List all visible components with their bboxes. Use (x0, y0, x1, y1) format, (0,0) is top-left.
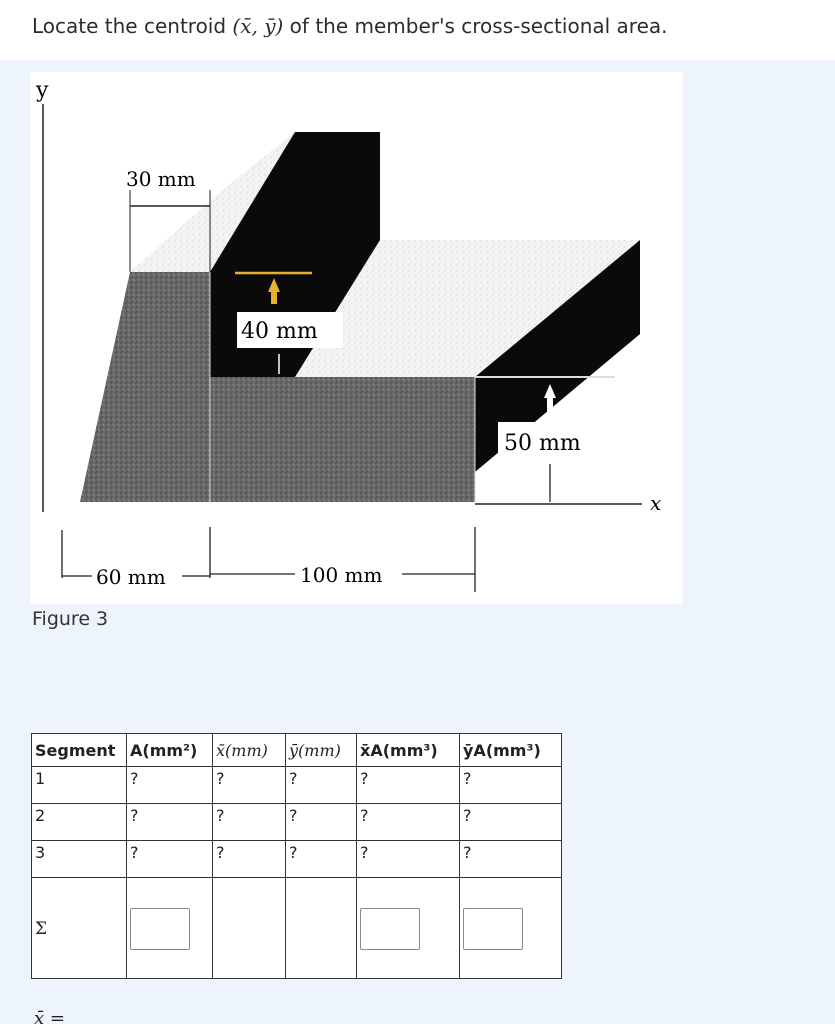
centroid-table (31, 733, 562, 979)
cell-area: ? (127, 804, 213, 841)
centroid-symbol: (x̄, ȳ) (232, 14, 284, 38)
cell-segment: 2 (32, 804, 127, 841)
cell-ya: ? (460, 767, 562, 804)
cell-ybar: ? (286, 841, 357, 878)
table-sum-row (32, 878, 562, 979)
dim-bottom-label: 100 mm (300, 563, 383, 587)
header-xbar-text: x̄(mm) (216, 740, 268, 760)
x-axis-label: x (650, 491, 662, 515)
cell-ya: ? (460, 804, 562, 841)
figure-image (30, 72, 683, 604)
slot-dim-label: 40 mm (241, 319, 318, 344)
cell-segment: 1 (32, 767, 127, 804)
sum-area-input[interactable] (130, 908, 190, 950)
cross-section-drawing (30, 72, 683, 604)
cell-sum-area (127, 878, 213, 979)
header-ybar (286, 734, 357, 767)
slot-arrow-stem (271, 290, 277, 304)
table-row (32, 841, 562, 878)
question-text (32, 14, 668, 38)
cell-sum-xbar-empty (213, 878, 286, 979)
cell-xa: ? (357, 767, 460, 804)
header-area: A(mm²) (127, 734, 213, 767)
right-dim-label: 50 mm (504, 431, 581, 456)
question-outro: of the member's cross-sectional area. (283, 14, 668, 38)
table-header-row (32, 734, 562, 767)
cell-sum-ya (460, 878, 562, 979)
cell-area: ? (127, 841, 213, 878)
sum-xa-input[interactable] (360, 908, 420, 950)
cell-ybar: ? (286, 804, 357, 841)
cell-xa: ? (357, 804, 460, 841)
dim-left-label: 60 mm (96, 565, 166, 589)
cell-xa: ? (357, 841, 460, 878)
header-ya: ȳA(mm³) (460, 734, 562, 767)
cell-xbar: ? (213, 804, 286, 841)
header-segment: Segment (32, 734, 127, 767)
cell-segment: 3 (32, 841, 127, 878)
table-row (32, 804, 562, 841)
cell-sum-xa (357, 878, 460, 979)
cell-xbar: ? (213, 767, 286, 804)
header-xbar (213, 734, 286, 767)
cell-area: ? (127, 767, 213, 804)
question-intro: Locate the centroid (32, 14, 233, 38)
figure-caption: Figure 3 (32, 608, 109, 630)
xbar-answer-label: x̄ = (34, 1008, 65, 1029)
table-row (32, 767, 562, 804)
header-ybar-text: ȳ(mm) (289, 740, 341, 760)
sigma-symbol: Σ (35, 919, 48, 939)
sum-ya-input[interactable] (463, 908, 523, 950)
cell-xbar: ? (213, 841, 286, 878)
right-arrow-stem (547, 396, 553, 414)
dim-top-label: 30 mm (126, 167, 196, 191)
cell-sum-label (32, 878, 127, 979)
y-axis-label: y (36, 78, 49, 103)
cell-sum-ybar-empty (286, 878, 357, 979)
cell-ybar: ? (286, 767, 357, 804)
header-xa: x̄A(mm³) (357, 734, 460, 767)
cell-ya: ? (460, 841, 562, 878)
